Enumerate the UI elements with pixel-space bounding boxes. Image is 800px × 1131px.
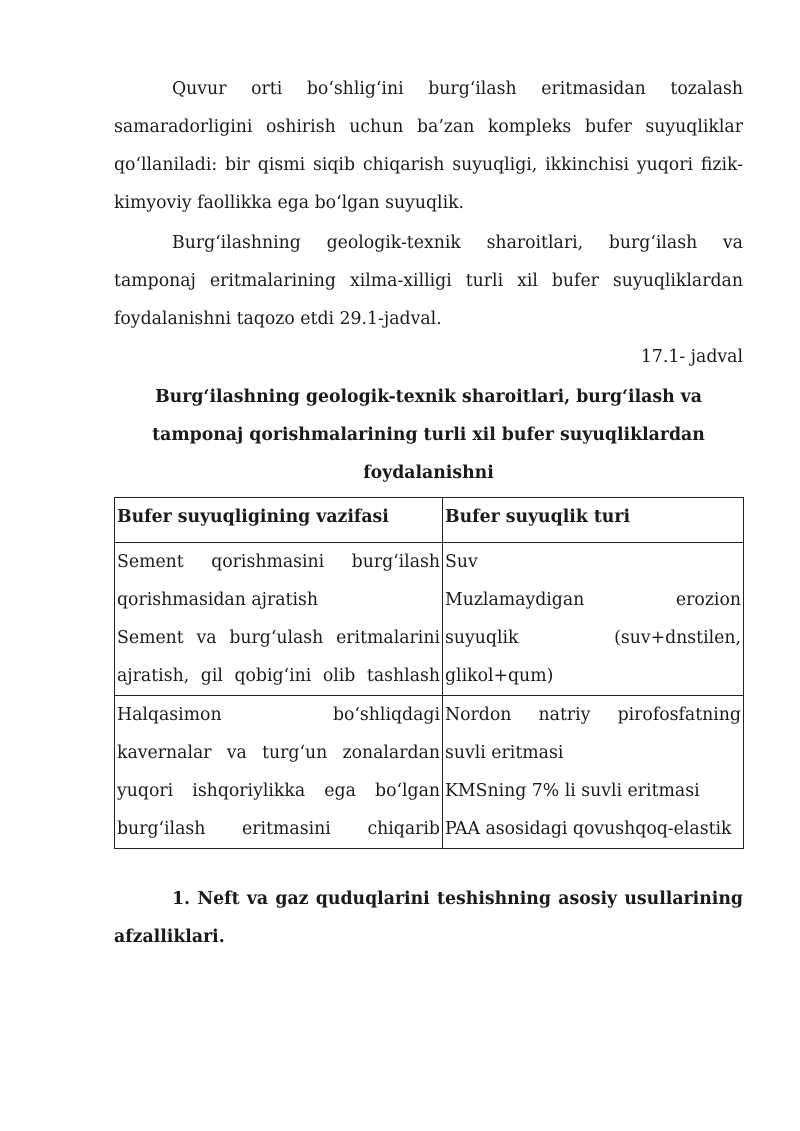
cell-line: Halqasimon bo‘shliqdagi	[117, 705, 440, 725]
cell-line: ajratish, gil qobig‘ini olib tashlash	[117, 666, 440, 686]
cell-line: suyuqlik (suv+dnstilen,	[445, 628, 741, 648]
cell-line: PAA asosidagi qovushqoq-elastik	[445, 819, 732, 839]
bufer-table	[114, 497, 744, 849]
header-vazifasi: Bufer suyuqligining vazifasi	[115, 498, 443, 543]
cell-line: suvli eritmasi	[445, 743, 564, 763]
table-row	[115, 543, 744, 696]
paragraph-1: Quvur orti bo‘shlig‘ini burg‘ilash eritmasidan tozalash samaradorligini oshirish uchun ba’zan kompleks bufer suyuqliklar qo‘llaniladi: bir qismi siqib chiqarish suyuqligi, ikkinchisi yuqori fizik-kimyoviy faollikka ega bo‘lgan suyuqlik.	[114, 79, 743, 213]
paragraph-2: Burg‘ilashning geologik-texnik sharoitlari, burg‘ilash va tamponaj eritmalarining xilma-xilligi turli xil bufer suyuqliklardan foydalanishni taqozo etdi 29.1-jadval.	[114, 233, 743, 329]
table-title-line: tamponaj qorishmalarining turli xil bufer suyuqliklardan	[152, 425, 705, 445]
table-cell	[115, 543, 443, 696]
table-cell	[443, 543, 744, 696]
cell-line: Nordon natriy pirofosfatning	[445, 705, 741, 725]
cell-line: kavernalar va turg‘un zonalardan	[117, 743, 440, 763]
table-title-line: foydalanishni	[363, 463, 494, 483]
table-header-row	[115, 498, 744, 543]
table-cell	[115, 696, 443, 849]
cell-line: Muzlamaydigan erozion	[445, 590, 741, 610]
cell-line: glikol+qum)	[445, 666, 554, 686]
table-label: 17.1- jadval	[640, 347, 743, 367]
table-title-line: Burg‘ilashning geologik-texnik sharoitlari, burg‘ilash va	[155, 387, 702, 407]
cell-line: qorishmasidan ajratish	[117, 590, 319, 610]
table-row	[115, 696, 744, 849]
cell-line: burg‘ilash eritmasini chiqarib	[117, 819, 440, 839]
cell-line: KMSning 7% li suvli eritmasi	[445, 781, 700, 801]
section-heading-line: 1. Neft va gaz quduqlarini teshishning asosiy usullarining	[172, 889, 743, 909]
cell-line: yuqori ishqoriylikka ega bo‘lgan	[117, 781, 440, 801]
section-heading-line: afzalliklari.	[114, 927, 225, 947]
section-heading	[114, 880, 743, 956]
header-turi: Bufer suyuqlik turi	[443, 498, 744, 543]
cell-line: Sement qorishmasini burg‘ilash	[117, 552, 440, 572]
table-cell	[443, 696, 744, 849]
table-title	[114, 378, 743, 492]
cell-line: Suv	[445, 552, 478, 572]
cell-line: Sement va burg‘ulash eritmalarini	[117, 628, 440, 648]
